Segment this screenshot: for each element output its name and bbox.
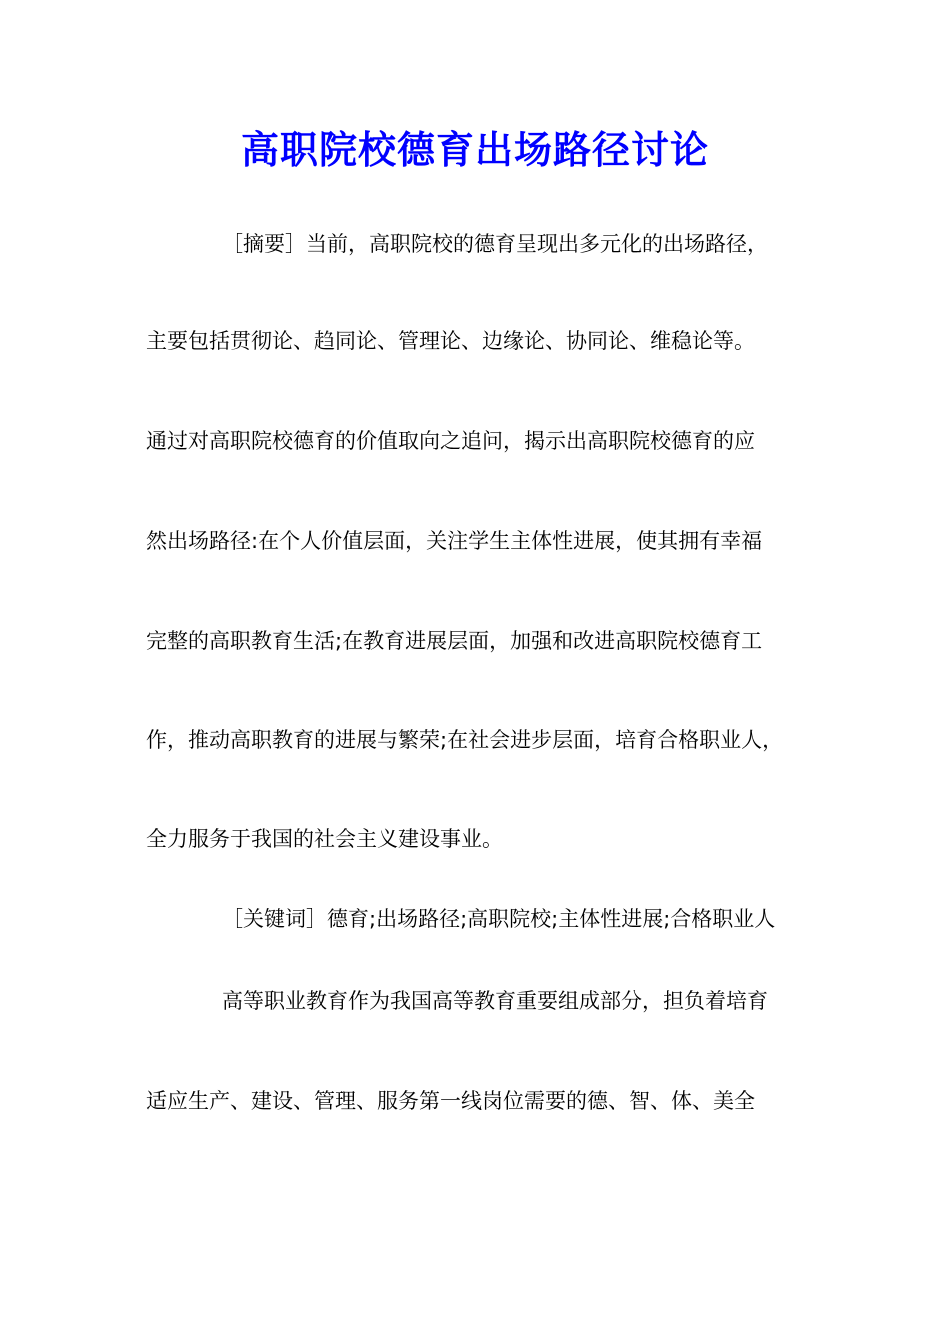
abstract-line-1: ［摘要］当前，高职院校的德育呈现出多元化的出场路径， bbox=[222, 232, 768, 256]
abstract-line-3: 通过对高职院校德育的价值取向之追问，揭示出高职院校德育的应 bbox=[146, 429, 755, 453]
abstract-line-7: 全力服务于我国的社会主义建设事业。 bbox=[146, 827, 503, 851]
page-title: 高职院校德育出场路径讨论 bbox=[240, 127, 709, 172]
keywords-line: ［关键词］德育;出场路径;高职院校;主体性进展;合格职业人 bbox=[222, 907, 776, 931]
abstract-line-2: 主要包括贯彻论、趋同论、管理论、边缘论、协同论、维稳论等。 bbox=[146, 329, 755, 353]
abstract-line-6: 作，推动高职教育的进展与繁荣;在社会进步层面，培育合格职业人， bbox=[146, 728, 784, 752]
abstract-line-5: 完整的高职教育生活;在教育进展层面，加强和改进高职院校德育工 bbox=[146, 629, 763, 653]
abstract-line-4: 然出场路径:在个人价值层面，关注学生主体性进展，使其拥有幸福 bbox=[146, 529, 763, 553]
body-line-1: 高等职业教育作为我国高等教育重要组成部分，担负着培育 bbox=[222, 989, 768, 1013]
body-line-2: 适应生产、建设、管理、服务第一线岗位需要的德、智、体、美全 bbox=[146, 1089, 755, 1113]
